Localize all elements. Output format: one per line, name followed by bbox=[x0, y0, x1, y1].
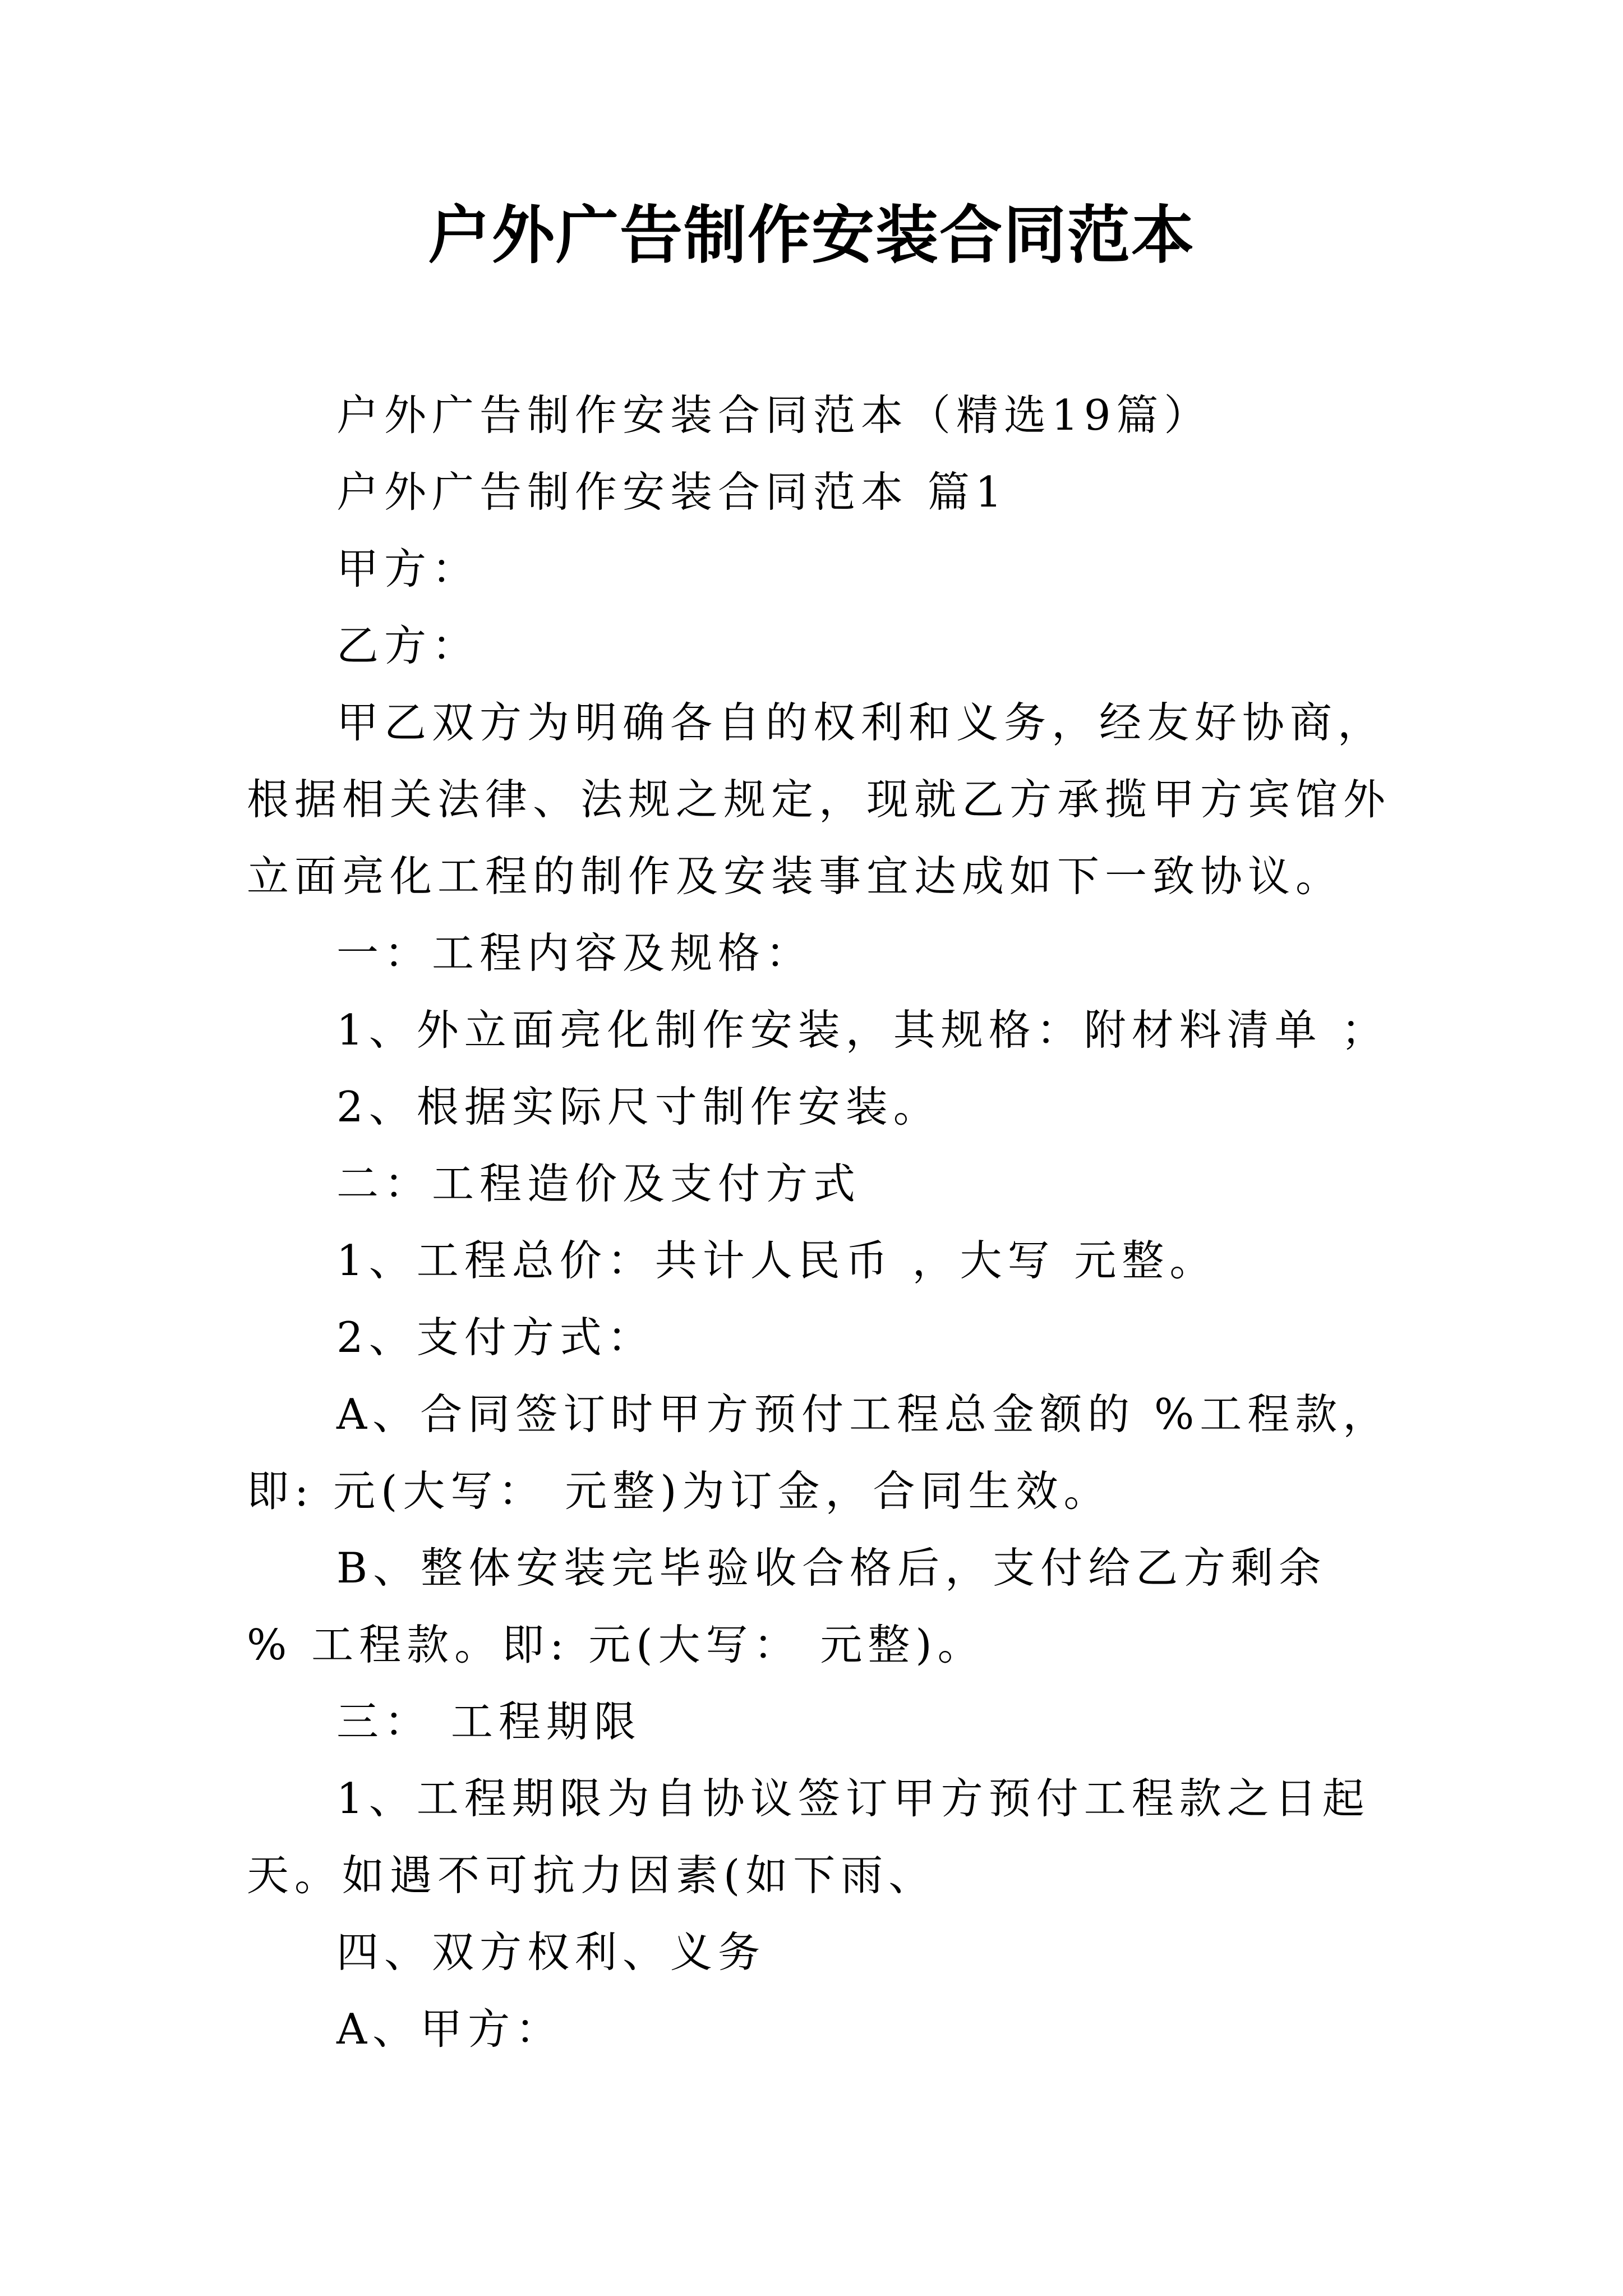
paragraph-clause-3-item-1: 1、工程期限为自协议签订甲方预付工程款之日起 天。如遇不可抗力因素(如下雨、 bbox=[247, 1774, 1370, 1900]
paragraph-preamble: 甲乙双方为明确各自的权利和义务，经友好协商，根据相关法律、法规之规定，现就乙方承揽甲方宾馆外立面亮化工程的制作及安装事宜达成如下一致协议。 bbox=[247, 698, 1391, 901]
paragraph-party-b: 乙方： bbox=[336, 621, 480, 670]
paragraph-clause-1-item-1: 1、外立面亮化制作安装，其规格：附材料清单 ； bbox=[336, 1005, 1389, 1055]
paragraph-clause-2-item-a: A、合同签订时甲方预付工程总金额的 %工程款，即: 元(大写： 元整)为订金，合同生效。 bbox=[247, 1389, 1391, 1516]
paragraph-section-heading: 户外广告制作安装合同范本 篇1 bbox=[336, 467, 1008, 517]
document-body bbox=[247, 377, 1391, 2068]
paragraph-clause-4-heading: 四、双方权利、义务 bbox=[336, 1927, 766, 1977]
paragraph-clause-2-item-1: 1、工程总价：共计人民币 ，大写 元整。 bbox=[336, 1236, 1218, 1285]
document-title: 户外广告制作安装合同范本 bbox=[428, 199, 1195, 272]
paragraph-clause-1-item-2: 2、根据实际尺寸制作安装。 bbox=[336, 1082, 941, 1131]
paragraph-clause-2-heading: 二：工程造价及支付方式 bbox=[336, 1159, 861, 1208]
paragraph-clause-3-heading: 三： 工程期限 bbox=[336, 1697, 642, 1746]
paragraph-clause-4-item-a: A、甲方： bbox=[336, 2004, 564, 2054]
paragraph-clause-1-heading: 一：工程内容及规格： bbox=[336, 928, 814, 978]
paragraph-clause-2-item-2: 2、支付方式： bbox=[336, 1313, 655, 1362]
paragraph-clause-2-item-b: B、整体安装完毕验收合格后，支付给乙方剩余 % 工程款。即: 元(大写： 元整)。 bbox=[247, 1543, 1327, 1669]
paragraph-party-a: 甲方： bbox=[336, 544, 480, 593]
paragraph-collection-title: 户外广告制作安装合同范本（精选19篇） bbox=[336, 390, 1212, 440]
